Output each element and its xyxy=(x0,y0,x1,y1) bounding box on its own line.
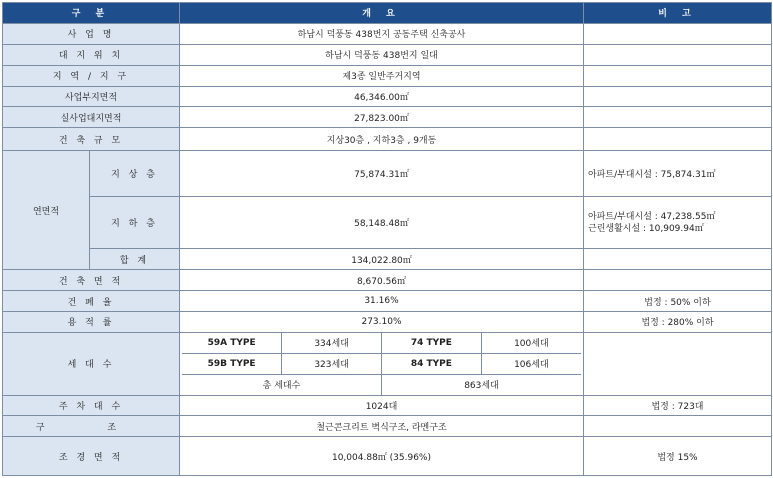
value-floor-area-total: 134,022.80㎡ xyxy=(180,249,584,270)
row-floor-area-total xyxy=(3,249,772,270)
label-floor-area: 연면적 xyxy=(3,151,90,270)
note-landscape-area: 법정 15% xyxy=(584,437,772,476)
row-business-name xyxy=(3,23,772,44)
note-structure xyxy=(584,416,772,437)
household-type-74: 74 TYPE xyxy=(382,333,482,353)
note-actual-site-area xyxy=(584,107,772,128)
row-site-location xyxy=(3,44,772,65)
households-subtable xyxy=(182,333,581,395)
label-building-area: 건 축 면 적 xyxy=(3,270,180,291)
note-coverage-ratio: 법정 : 50% 이하 xyxy=(584,291,772,312)
note-building-scale xyxy=(584,128,772,151)
note-parking: 법정 : 723대 xyxy=(584,395,772,416)
households-row-2 xyxy=(182,353,581,374)
value-building-area: 8,670.56㎡ xyxy=(180,270,584,291)
households-row-1 xyxy=(182,333,581,353)
row-landscape-area xyxy=(3,437,772,476)
project-overview-table xyxy=(2,2,772,476)
note-below-ground-line2: 근린생활시설 : 10,909.94㎡ xyxy=(588,223,704,234)
row-coverage-ratio xyxy=(3,291,772,312)
note-building-area xyxy=(584,270,772,291)
value-coverage-ratio: 31.16% xyxy=(180,291,584,312)
household-count-84: 106세대 xyxy=(481,353,581,374)
value-zoning: 제3종 일반주거지역 xyxy=(180,65,584,86)
row-building-area xyxy=(3,270,772,291)
household-count-59a: 334세대 xyxy=(282,333,382,353)
note-above-ground: 아파트/부대시설 : 75,874.31㎡ xyxy=(584,151,772,197)
household-type-84: 84 TYPE xyxy=(382,353,482,374)
row-building-scale xyxy=(3,128,772,151)
label-landscape-area: 조 경 면 적 xyxy=(3,437,180,476)
label-below-ground: 지 하 층 xyxy=(90,197,180,249)
label-business-name: 사 업 명 xyxy=(3,23,180,44)
label-households: 세 대 수 xyxy=(3,332,180,395)
label-structure: 구 조 xyxy=(3,416,180,437)
value-site-location: 하남시 덕풍동 438번지 일대 xyxy=(180,44,584,65)
label-floor-area-ratio: 용 적 률 xyxy=(3,311,180,332)
note-zoning xyxy=(584,65,772,86)
project-overview-table-wrapper xyxy=(2,2,771,476)
label-building-scale: 건 축 규 모 xyxy=(3,128,180,151)
row-floor-area-ratio xyxy=(3,311,772,332)
label-above-ground: 지 상 층 xyxy=(90,151,180,197)
households-total-row xyxy=(182,374,581,394)
row-structure xyxy=(3,416,772,437)
header-overview: 개 요 xyxy=(180,3,584,24)
label-site-location: 대 지 위 치 xyxy=(3,44,180,65)
note-site-area xyxy=(584,86,772,107)
value-above-ground: 75,874.31㎡ xyxy=(180,151,584,197)
households-detail xyxy=(180,332,584,395)
value-landscape-area: 10,004.88㎡ (35.96%) xyxy=(180,437,584,476)
value-floor-area-ratio: 273.10% xyxy=(180,311,584,332)
households-total-label: 총 세대수 xyxy=(182,374,382,394)
note-business-name xyxy=(584,23,772,44)
label-actual-site-area: 실사업대지면적 xyxy=(3,107,180,128)
row-actual-site-area xyxy=(3,107,772,128)
household-type-59a: 59A TYPE xyxy=(182,333,282,353)
note-below-ground-line1: 아파트/부대시설 : 47,238.55㎡ xyxy=(588,211,716,222)
households-total-value: 863세대 xyxy=(382,374,582,394)
value-business-name: 하남시 덕풍동 438번지 공동주택 신축공사 xyxy=(180,23,584,44)
row-site-area xyxy=(3,86,772,107)
label-site-area: 사업부지면적 xyxy=(3,86,180,107)
note-floor-area-total xyxy=(584,249,772,270)
note-site-location xyxy=(584,44,772,65)
note-floor-area-ratio: 법정 : 280% 이하 xyxy=(584,311,772,332)
household-count-74: 100세대 xyxy=(481,333,581,353)
household-count-59b: 323세대 xyxy=(282,353,382,374)
value-building-scale: 지상30층 , 지하3층 , 9개동 xyxy=(180,128,584,151)
label-zoning: 지 역 / 지 구 xyxy=(3,65,180,86)
label-floor-area-total: 합 계 xyxy=(90,249,180,270)
row-parking xyxy=(3,395,772,416)
label-coverage-ratio: 건 폐 율 xyxy=(3,291,180,312)
row-floor-area-below xyxy=(3,197,772,249)
value-parking: 1024대 xyxy=(180,395,584,416)
value-below-ground: 58,148.48㎡ xyxy=(180,197,584,249)
row-zoning xyxy=(3,65,772,86)
value-actual-site-area: 27,823.00㎡ xyxy=(180,107,584,128)
row-households xyxy=(3,332,772,395)
note-households xyxy=(584,332,772,395)
value-site-area: 46,346.00㎡ xyxy=(180,86,584,107)
label-parking: 주 차 대 수 xyxy=(3,395,180,416)
row-floor-area-above xyxy=(3,151,772,197)
household-type-59b: 59B TYPE xyxy=(182,353,282,374)
header-row xyxy=(3,3,772,24)
header-remarks: 비 고 xyxy=(584,3,772,24)
header-category: 구 분 xyxy=(3,3,180,24)
note-below-ground xyxy=(584,197,772,249)
value-structure: 철근콘크리트 벽식구조, 라멘구조 xyxy=(180,416,584,437)
